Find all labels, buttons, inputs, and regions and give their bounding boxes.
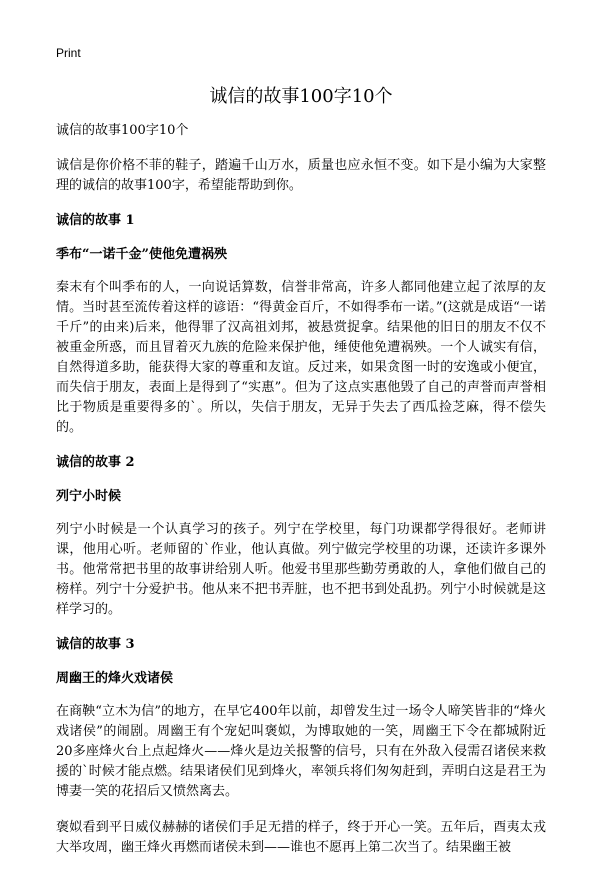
print-link[interactable]: Print	[56, 46, 81, 60]
page-title: 诚信的故事100字10个	[209, 86, 393, 107]
story-paragraph-3-2: 褒姒看到平日威仪赫赫的诸侯们手足无措的样子，终于开心一笑。五年后，酉夷太戎大举攻周，幽王烽火再燃而诸侯未到——谁也不愿再上第二次当了。结果幽王被	[56, 820, 546, 855]
story-title-1: 季布“一诺千金”使他免遭祸殃	[56, 247, 227, 262]
document-page	[56, 42, 546, 874]
story-title-2: 列宁小时候	[56, 489, 122, 504]
document-subtitle: 诚信的故事100字10个	[56, 123, 189, 138]
story-paragraph-2-1: 列宁小时候是一个认真学习的孩子。列宁在学校里，每门功课都学得很好。老师讲课，他用心听。老师留的`作业，他认真做。列宁做完学校里的功课，还读许多课外书。他常常把书里的故事讲给别人听。他爱书里那些勤劳勇敢的人，拿他们做自己的榜样。列宁十分爱护书。他从来不把书弄脏，也不把书到处乱扔。列宁小时候就是这样学习的。	[56, 522, 546, 617]
section-heading-3: 诚信的故事 3	[56, 637, 135, 652]
story-paragraph-1-1: 秦末有个叫季布的人，一向说话算数，信誉非常高，许多人都同他建立起了浓厚的友情。当时甚至流传着这样的谚语：“得黄金百斤，不如得季布一诺。”(这就是成语“一诺千斤”的由来)后来，他得罪了汉高祖刘邦，被悬赏捉拿。结果他的旧日的朋友不仅不被重金所惑，而且冒着灭九族的危险来保护他，缍使他免遭祸殃。一个人诚实有信，自然得道多助，能获得大家的尊重和友谊。反过来，如果贪图一时的安逸或小便宜，而失信于朋友，表面上是得到了“实惠”。但为了这点实惠他毁了自己的声誉而声誉相比于物质是重要得多的`。所以，失信于朋友，无异于失去了西瓜捡芝麻，得不偿失的。	[56, 280, 546, 435]
section-heading-1: 诚信的故事 1	[56, 213, 135, 228]
story-paragraph-3-1: 在商鞅“立木为信”的地方，在早它400年以前，却曾发生过一场令人啼笑皆非的“烽火戏诸侯”的闹剧。周幽王有个宠妃叫褒姒，为博取她的一笑，周幽王下令在都城附近20多座烽火台上点起烽火——烽火是边关报警的信号，只有在外敌入侵需召诸侯来救援的`时候才能点燃。结果诸侯们见到烽火，率领兵将们匆匆赶到，弄明白这是君王为博妻一笑的花招后又愤然离去。	[56, 704, 546, 799]
story-title-3: 周幽王的烽火戏诸侯	[56, 671, 174, 686]
intro-paragraph: 诚信是你价格不菲的鞋子，踏遍千山万水，质量也应永恒不变。如下是小编为大家整理的诚信的故事100字，希望能帮助到你。	[56, 158, 546, 193]
section-heading-2: 诚信的故事 2	[56, 455, 135, 470]
